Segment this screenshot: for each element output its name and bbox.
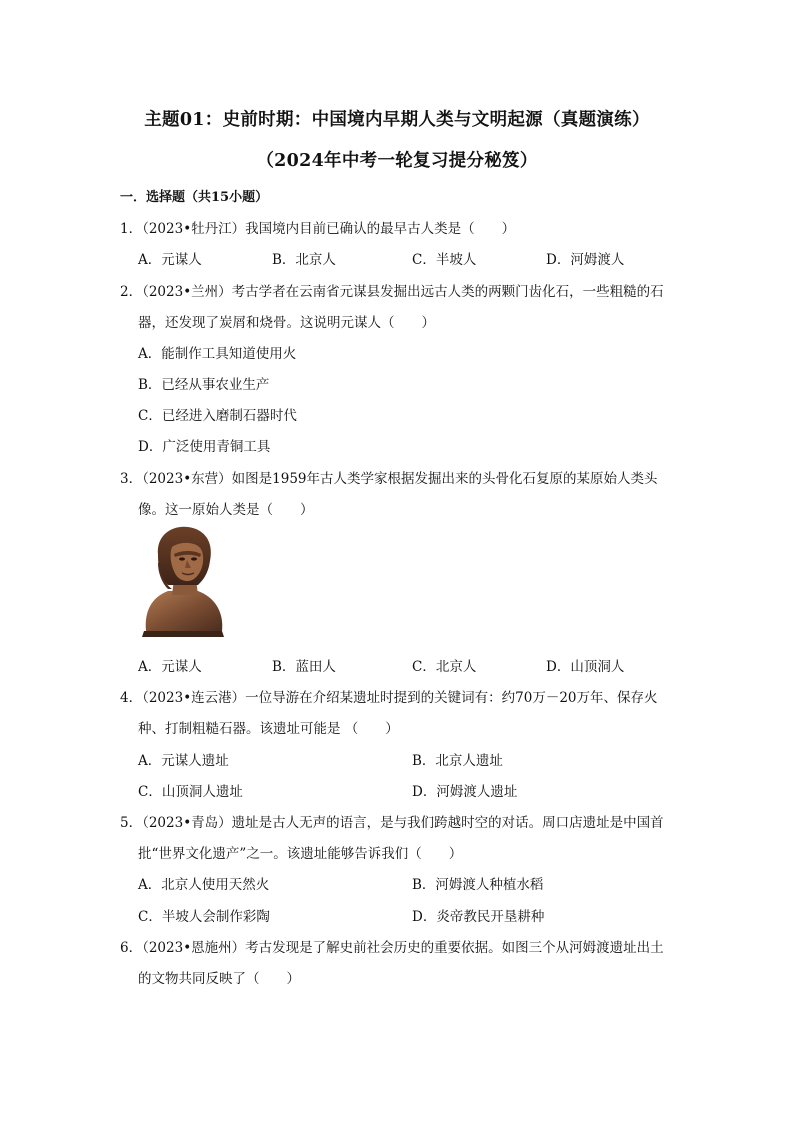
question-2-option-a: A．能制作工具知道使用火 [138,346,297,362]
question-5-stem-continued: 批“世界文化遗产”之一。该遗址能够告诉我们（ ） [138,846,463,862]
question-5-option-d: D．炎帝教民开垦耕种 [412,909,545,925]
question-3-option-b: B．蓝田人 [272,659,336,675]
question-5-option-c: C．半坡人会制作彩陶 [138,909,270,925]
question-1-option-c: C．半坡人 [412,252,477,268]
question-1-stem: 1．（2023•牡丹江）我国境内目前已确认的最早古人类是（ ） [120,221,516,237]
question-2-option-c: C．已经进入磨制石器时代 [138,408,297,424]
question-1-option-d: D．河姆渡人 [546,252,625,268]
question-5-stem: 5．（2023•青岛）遗址是古人无声的语言，是与我们跨越时空的对话。周口店遗址是中国首 [120,815,664,831]
question-2-option-d: D．广泛使用青铜工具 [138,439,271,455]
section-heading: 一．选择题（共15小题） [120,190,269,205]
question-2-stem: 2．（2023•兰州）考古学者在云南省元谋县发掘出远古人类的两颗门齿化石，一些粗糙的石 [120,284,664,300]
document-subtitle: （2024年中考一轮复习提分秘笈） [256,151,538,171]
question-4-option-a: A．元谋人遗址 [138,753,229,769]
question-2-option-b: B．已经从事农业生产 [138,377,270,393]
question-4-stem-continued: 种、打制粗糙石器。该遗址可能是 （ ） [138,721,399,737]
question-3-option-d: D．山顶洞人 [546,659,625,675]
question-3-option-c: C．北京人 [412,659,477,675]
question-4-option-b: B．北京人遗址 [412,753,503,769]
question-3-option-a: A．元谋人 [138,659,202,675]
question-6-stem: 6．（2023•恩施州）考古发现是了解史前社会历史的重要依据。如图三个从河姆渡遗址出土 [120,940,664,956]
question-5-option-a: A．北京人使用天然火 [138,877,270,893]
question-5-option-b: B．河姆渡人种植水稻 [412,877,544,893]
question-6-stem-continued: 的文物共同反映了（ ） [138,971,300,987]
reconstructed-skull-bust-image [138,523,228,639]
question-1-option-a: A．元谋人 [138,252,202,268]
question-2-stem-continued: 器，还发现了炭屑和烧骨。这说明元谋人（ ） [138,315,435,331]
document-title: 主题01：史前时期：中国境内早期人类与文明起源（真题演练） [144,110,650,130]
question-3-stem: 3．（2023•东营）如图是1959年古人类学家根据发掘出来的头骨化石复原的某原始人类头 [120,471,658,487]
question-4-stem: 4．（2023•连云港）一位导游在介绍某遗址时提到的关键词有：约70万－20万年、保存火 [120,690,658,706]
question-4-option-c: C．山顶洞人遗址 [138,784,243,800]
question-1-option-b: B．北京人 [272,252,336,268]
question-4-option-d: D．河姆渡人遗址 [412,784,518,800]
question-3-stem-continued: 像。这一原始人类是（ ） [138,502,314,518]
